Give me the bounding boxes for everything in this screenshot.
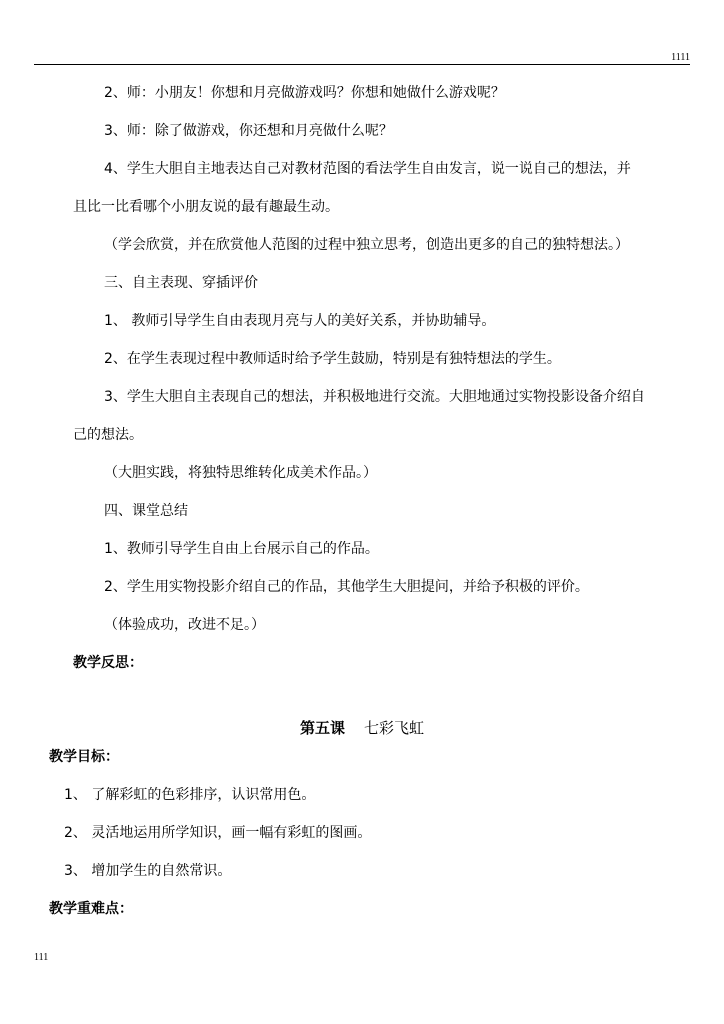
objectives-heading: 教学目标： xyxy=(49,749,119,765)
lesson-title xyxy=(0,717,724,739)
section-heading-4: 四、课堂总结 xyxy=(104,503,188,519)
body-line-7: 1、 教师引导学生自由表现月亮与人的美好关系，并协助辅导。 xyxy=(104,313,496,329)
body-line-13: 1、教师引导学生自由上台展示自己的作品。 xyxy=(104,541,379,557)
body-line-11: （大胆实践，将独特思维转化成美术作品。） xyxy=(104,465,377,481)
lesson-title-main: 第五课 xyxy=(299,719,345,737)
section-heading-3: 三、自主表现、穿插评价 xyxy=(104,275,258,291)
body-line-14: 2、学生用实物投影介绍自己的作品，其他学生大胆提问，并给予积极的评价。 xyxy=(104,579,589,595)
body-line-1: 2、师：小朋友！你想和月亮做游戏吗？你想和她做什么游戏呢？ xyxy=(104,85,505,101)
body-line-5: （学会欣赏，并在欣赏他人范图的过程中独立思考，创造出更多的自己的独特想法。） xyxy=(104,237,629,253)
body-line-2: 3、师：除了做游戏，你还想和月亮做什么呢？ xyxy=(104,123,393,139)
body-line-4: 且比一比看哪个小朋友说的最有趣最生动。 xyxy=(73,199,339,215)
body-line-9: 3、学生大胆自主表现自己的想法，并积极地进行交流。大胆地通过实物投影设备介绍自 xyxy=(104,389,645,405)
reflection-heading: 教学反思： xyxy=(73,655,143,671)
body-line-8: 2、在学生表现过程中教师适时给予学生鼓励，特别是有独特想法的学生。 xyxy=(104,351,561,367)
objective-1: 1、 了解彩虹的色彩排序，认识常用色。 xyxy=(64,787,316,803)
body-line-15: （体验成功，改进不足。） xyxy=(104,617,265,633)
footer-page-number: 111 xyxy=(34,952,49,963)
lesson-title-sub: 七彩飞虹 xyxy=(364,719,425,737)
body-line-10: 己的想法。 xyxy=(73,427,143,443)
body-line-3: 4、学生大胆自主地表达自己对教材范图的看法学生自由发言，说一说自己的想法，并 xyxy=(104,161,631,177)
key-points-heading: 教学重难点： xyxy=(49,901,133,917)
objective-2: 2、 灵活地运用所学知识，画一幅有彩虹的图画。 xyxy=(64,825,372,841)
header-rule xyxy=(34,64,690,65)
objective-3: 3、 增加学生的自然常识。 xyxy=(64,863,232,879)
header-page-number: 1111 xyxy=(671,52,690,63)
